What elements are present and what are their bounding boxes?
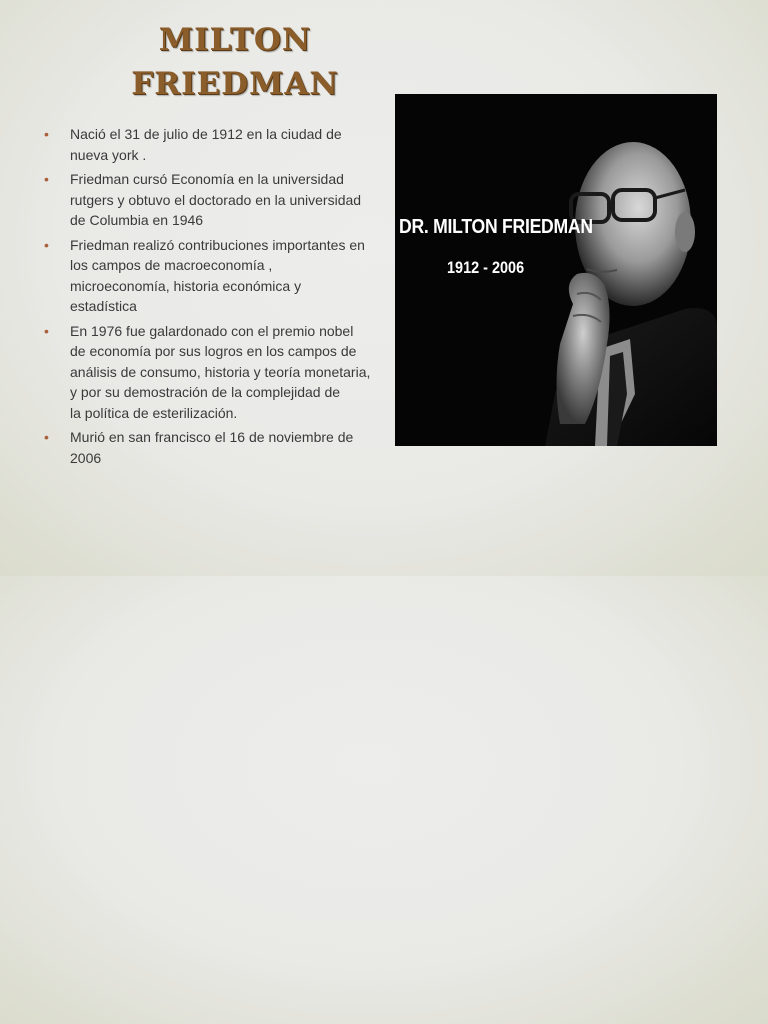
bullet-item [44,169,374,231]
bullet-icon: • [44,429,49,445]
image-caption-name: DR. MILTON FRIEDMAN [399,216,593,238]
bullet-icon: • [44,126,49,142]
slide-title [100,18,370,106]
bullet-item [44,427,374,468]
image-caption-years: 1912 - 2006 [447,258,525,277]
title-line-2: FRIEDMAN [131,66,339,102]
bullet-text: En 1976 fue galardonado con el premio nobel de economía por sus logros en los campos de análisis de consumo, historia y teoría monetaria, y por su demostración de la complejidad de la política de esterilización. [70,322,371,421]
bullet-item [44,321,374,424]
bullet-list [44,124,374,472]
slide-2-blank [0,576,768,1024]
bullet-icon: • [44,322,49,339]
bullet-icon: • [44,171,49,187]
portrait-image [395,94,717,446]
bullet-item [44,235,374,317]
bullet-text: Nació el 31 de julio de 1912 en la ciudad de nueva york . [70,126,342,163]
bullet-text: Friedman cursó Economía en la universidad rutgers y obtuvo el doctorado en la universidad de Columbia en 1946 [70,171,362,228]
bullet-item [44,124,374,165]
bullet-text: Friedman realizó contribuciones importantes en los campos de macroeconomía , microeconomía, historia económica y estadística [70,236,365,314]
title-line-1: MILTON [158,22,312,58]
bullet-text: Murió en san francisco el 16 de noviembre de 2006 [70,429,354,466]
portrait-silhouette [395,94,717,446]
bullet-icon: • [44,236,49,253]
